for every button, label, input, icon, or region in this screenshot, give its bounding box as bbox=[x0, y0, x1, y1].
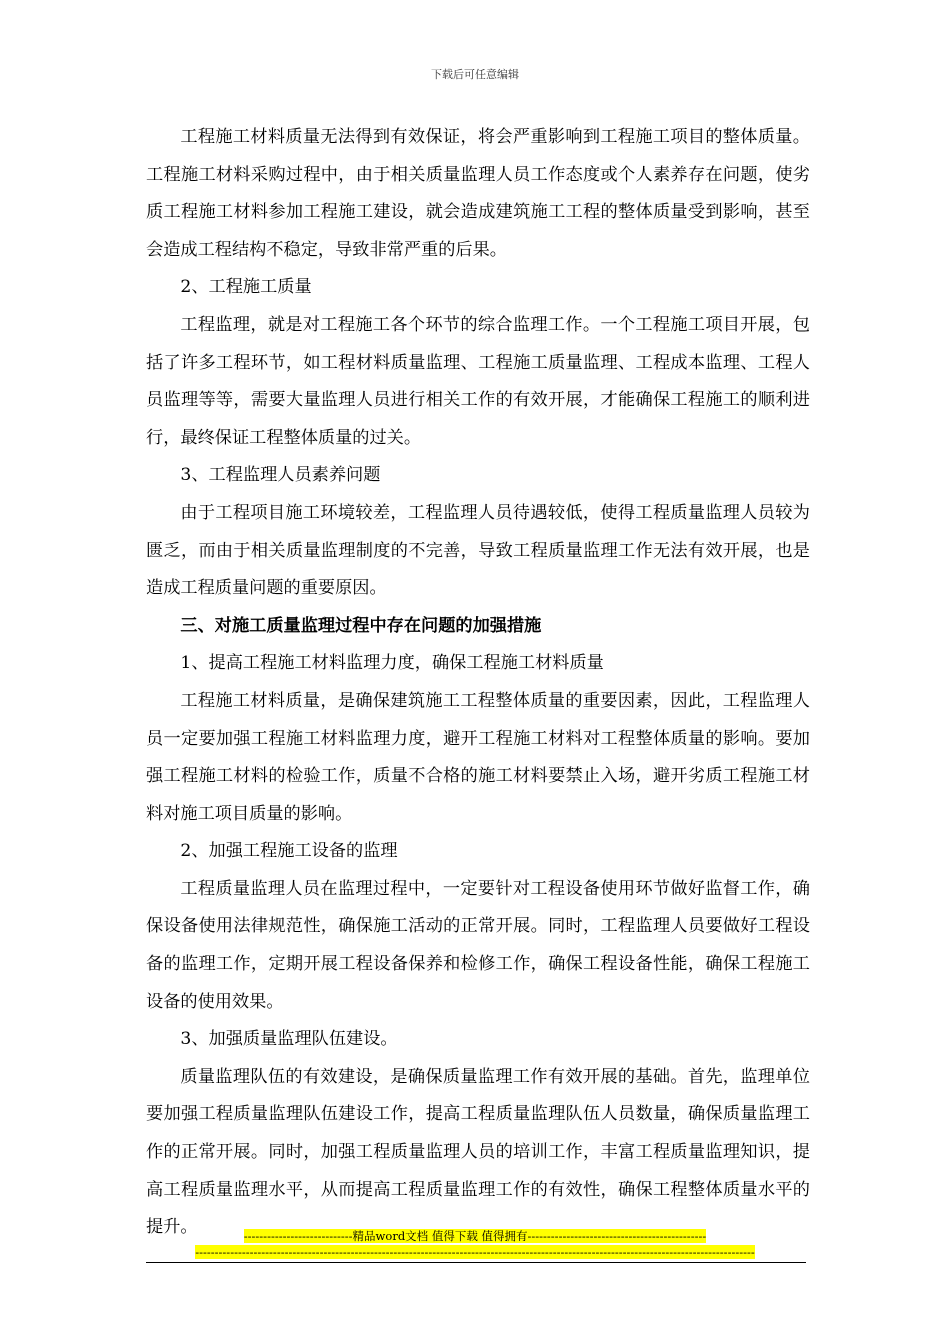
paragraph: 工程质量监理人员在监理过程中，一定要针对工程设备使用环节做好监督工作，确保设备使用法律规范性，确保施工活动的正常开展。同时，工程监理人员要做好工程设备的监理工作，定期开展工程设备保养和检修工作，确保工程设备性能，确保工程施工设备的使用效果。 bbox=[146, 878, 810, 1012]
footer-banner-text: ----------------------------精品word文档 值得下载 值得拥有---------------------------------------------- bbox=[243, 1229, 707, 1243]
page-header: 下载后可任意编辑 bbox=[431, 68, 519, 81]
section-heading: 3、加强质量监理队伍建设。 bbox=[180, 1029, 398, 1050]
paragraph: 由于工程项目施工环境较差，工程监理人员待遇较低，使得工程质量监理人员较为匮乏，而由于相关质量监理制度的不完善，导致工程质量监理工作无法有效开展，也是造成工程质量问题的重要原因。 bbox=[146, 502, 810, 599]
paragraph: 质量监理队伍的有效建设，是确保质量监理工作有效开展的基础。首先，监理单位要加强工程质量监理队伍建设工作，提高工程质量监理队伍人员数量，确保质量监理工作的正常开展。同时，加强工程质量监理人员的培训工作，丰富工程质量监理知识，提高工程质量监理水平，从而提高工程质量监理工作的有效性，确保工程整体质量水平的提升。 bbox=[146, 1066, 810, 1238]
paragraph: 工程施工材料质量无法得到有效保证，将会严重影响到工程施工项目的整体质量。工程施工材料采购过程中，由于相关质量监理人员工作态度或个人素养存在问题，使劣质工程施工材料参加工程施工建设，就会造成建筑施工工程的整体质量受到影响，甚至会造成工程结构不稳定，导致非常严重的后果。 bbox=[146, 127, 810, 260]
paragraph: 工程监理，就是对工程施工各个环节的综合监理工作。一个工程施工项目开展，包括了许多工程环节，如工程材料质量监理、工程施工质量监理、工程成本监理、工程人员监理等等，需要大量监理人员进行相关工作的有效开展，才能确保工程施工的顺利进行，最终保证工程整体质量的过关。 bbox=[146, 314, 810, 448]
section-heading: 2、工程施工质量 bbox=[180, 277, 312, 298]
document-body bbox=[146, 119, 810, 1247]
footer-rule bbox=[146, 1262, 806, 1263]
section-heading: 2、加强工程施工设备的监理 bbox=[180, 841, 398, 862]
footer-dashes-text: ------------------------------------------------------------------------------------------------------------------------------------------------ bbox=[195, 1245, 755, 1259]
section-heading: 3、工程监理人员素养问题 bbox=[180, 465, 381, 486]
section-heading: 1、提高工程施工材料监理力度，确保工程施工材料质量 bbox=[180, 653, 604, 674]
paragraph: 工程施工材料质量，是确保建筑施工工程整体质量的重要因素，因此，工程监理人员一定要加强工程施工材料监理力度，避开工程施工材料对工程整体质量的影响。要加强工程施工材料的检验工作，质量不合格的施工材料要禁止入场，避开劣质工程施工材料对施工项目质量的影响。 bbox=[146, 690, 810, 824]
footer-banner bbox=[0, 1229, 950, 1244]
chapter-heading: 三、对施工质量监理过程中存在问题的加强措施 bbox=[180, 615, 542, 636]
footer-dashes bbox=[0, 1245, 950, 1260]
